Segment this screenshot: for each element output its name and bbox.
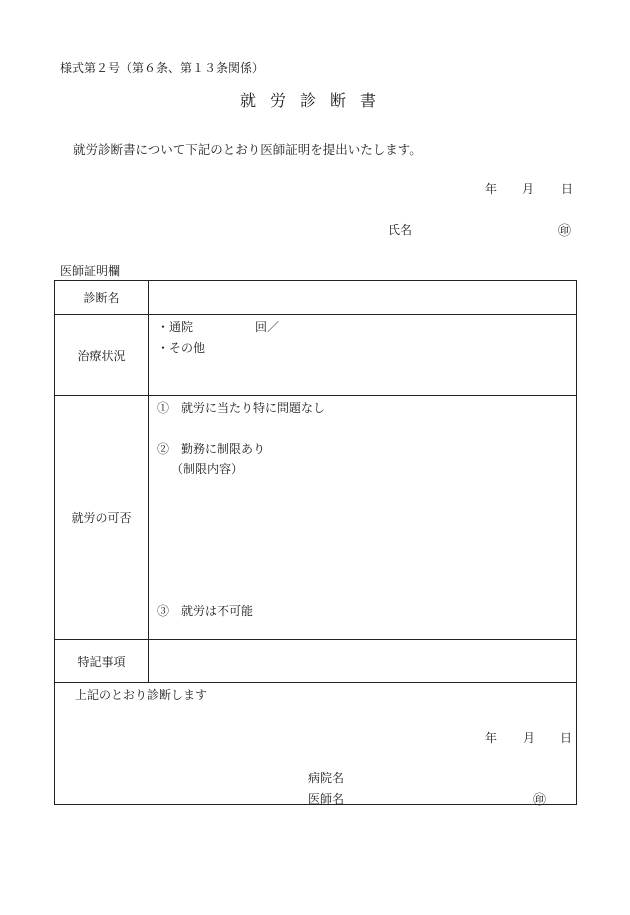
- doctor-name-label: 医師名: [308, 792, 345, 806]
- diagnosis-date-day: 日: [560, 731, 573, 745]
- treatment-field[interactable]: [149, 315, 577, 396]
- option-not-possible: ③ 就労は不可能: [157, 604, 254, 618]
- work-eligibility-row: [55, 396, 577, 640]
- notes-row: [55, 640, 577, 683]
- outpatient-item: ・通院: [157, 320, 194, 334]
- diagnosis-date-month: 月: [523, 731, 536, 745]
- treatment-row: [55, 315, 577, 396]
- visit-count-unit: 回／: [255, 320, 280, 334]
- document-title: 就労診断書: [239, 91, 390, 110]
- form-number: 様式第２号（第６条、第１３条関係）: [60, 61, 265, 75]
- diagnosis-field[interactable]: [149, 281, 577, 315]
- date-day-label: 日: [561, 182, 574, 196]
- restriction-details-label: （制限内容）: [171, 462, 244, 476]
- other-item: ・その他: [157, 341, 206, 355]
- date-year-label: 年: [485, 182, 498, 196]
- doctor-signature-row: [55, 683, 577, 805]
- diagnosis-date-year: 年: [485, 731, 498, 745]
- diagnosis-row: [55, 281, 577, 315]
- notes-field[interactable]: [149, 640, 577, 683]
- certificate-table: [54, 280, 577, 808]
- notes-label: 特記事項: [55, 640, 149, 683]
- hospital-name-label: 病院名: [308, 771, 345, 785]
- doctor-seal-mark: ㊞: [533, 793, 547, 808]
- date-month-label: 月: [522, 182, 535, 196]
- applicant-name-label: 氏名: [388, 223, 413, 237]
- option-no-problem: ① 就労に当たり特に問題なし: [157, 401, 326, 415]
- seal-mark: ㊞: [558, 224, 572, 239]
- work-eligibility-label: 就労の可否: [55, 396, 149, 640]
- statement-text: 上記のとおり診断します: [75, 688, 208, 702]
- diagnosis-label: 診断名: [55, 281, 149, 315]
- doctor-signature-section: [55, 683, 577, 808]
- intro-text: 就労診断書について下記のとおり医師証明を提出いたします。: [73, 142, 422, 157]
- option-restricted: ② 勤務に制限あり: [157, 442, 266, 456]
- treatment-label: 治療状況: [55, 315, 149, 396]
- work-eligibility-field[interactable]: [149, 396, 577, 640]
- certificate-caption: 医師証明欄: [60, 264, 121, 278]
